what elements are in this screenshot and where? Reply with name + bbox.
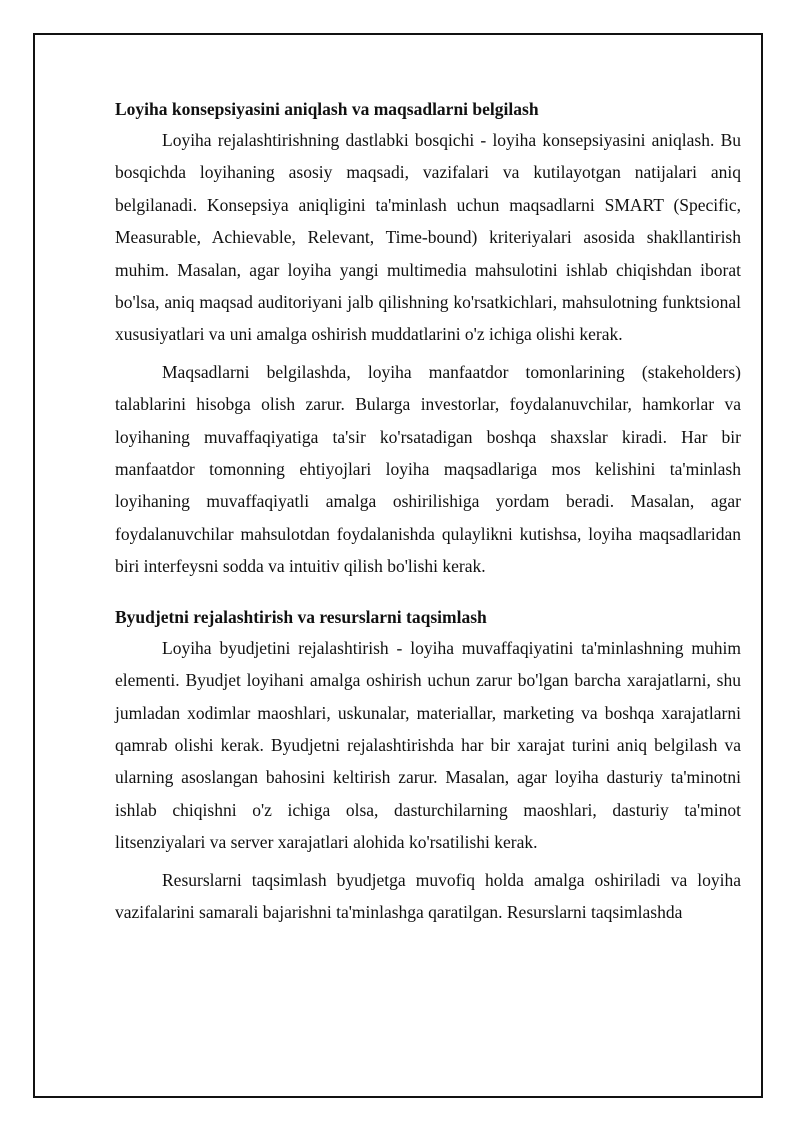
paragraph-resource-allocation: Resurslarni taqsimlash byudjetga muvofiq holda amalga oshiriladi va loyiha vazifalarini samarali bajarishni ta'minlashga qaratilgan. Resurslarni taqsimlashda bbox=[115, 869, 741, 922]
paragraph-concept-definition: Loyiha rejalashtirishning dastlabki bosqichi - loyiha konsepsiyasini aniqlash. Bu bosqichda loyihaning asosiy maqsadi, vazifalari va kutilayotgan natijalari aniq belgilanadi. Konsepsiya aniqligini ta'minlash uchun maqsadlarni SMART (Specific, Measurable, Achievable, Relevant, Time-bound) kriteriyalari asosida shakllantirish muhim. Masalan, agar loyiha yangi multimedia mahsulotini ishlab chiqishdan iborat bo'lsa, aniq maqsad auditoriyani jalb qilishning ko'rsatkichlari, mahsulotning funktsional xususiyatlari va uni amalga oshirish muddatlarini o'z ichiga olishi kerak. bbox=[115, 130, 741, 345]
document-body bbox=[115, 97, 741, 928]
paragraph-stakeholders: Maqsadlarni belgilashda, loyiha manfaatdor tomonlarining (stakeholders) talablarini hisobga olish zarur. Bularga investorlar, foydalanuvchilar, hamkorlar va loyihaning muvaffaqiyatiga ta'sir ko'rsatadigan boshqa shaxslar kiradi. Har bir manfaatdor tomonning ehtiyojlari loyiha maqsadlariga mos kelishini ta'minlash loyihaning muvaffaqiyatli amalga oshirilishiga yordam beradi. Masalan, agar foydalanuvchilar mahsulotdan foydalanishda qulaylikni kutishsa, loyiha maqsadlaridan biri interfeysni sodda va intuitiv qilish bo'lishi kerak. bbox=[115, 361, 741, 577]
section-heading-concept: Loyiha konsepsiyasini aniqlash va maqsadlarni belgilash bbox=[115, 99, 539, 119]
paragraph-budget-planning: Loyiha byudjetini rejalashtirish - loyiha muvaffaqiyatini ta'minlashning muhim elementi. Byudjet loyihani amalga oshirish uchun zarur bo'lgan barcha xarajatlarni, shu jumladan xodimlar maoshlari, uskunalar, materiallar, marketing va boshqa xarajatlarni qamrab olishi kerak. Byudjetni rejalashtirishda har bir xarajat turini aniq belgilash va ularning asoslangan bahosini keltirish zarur. Masalan, agar loyiha dasturiy ta'minotni ishlab chiqishni o'z ichiga olsa, dasturchilarning maoshlari, dasturiy ta'minot litsenziyalari va server xarajatlari alohida ko'rsatilishi kerak. bbox=[115, 637, 741, 853]
section-heading-budget: Byudjetni rejalashtirish va resurslarni taqsimlash bbox=[115, 606, 487, 627]
